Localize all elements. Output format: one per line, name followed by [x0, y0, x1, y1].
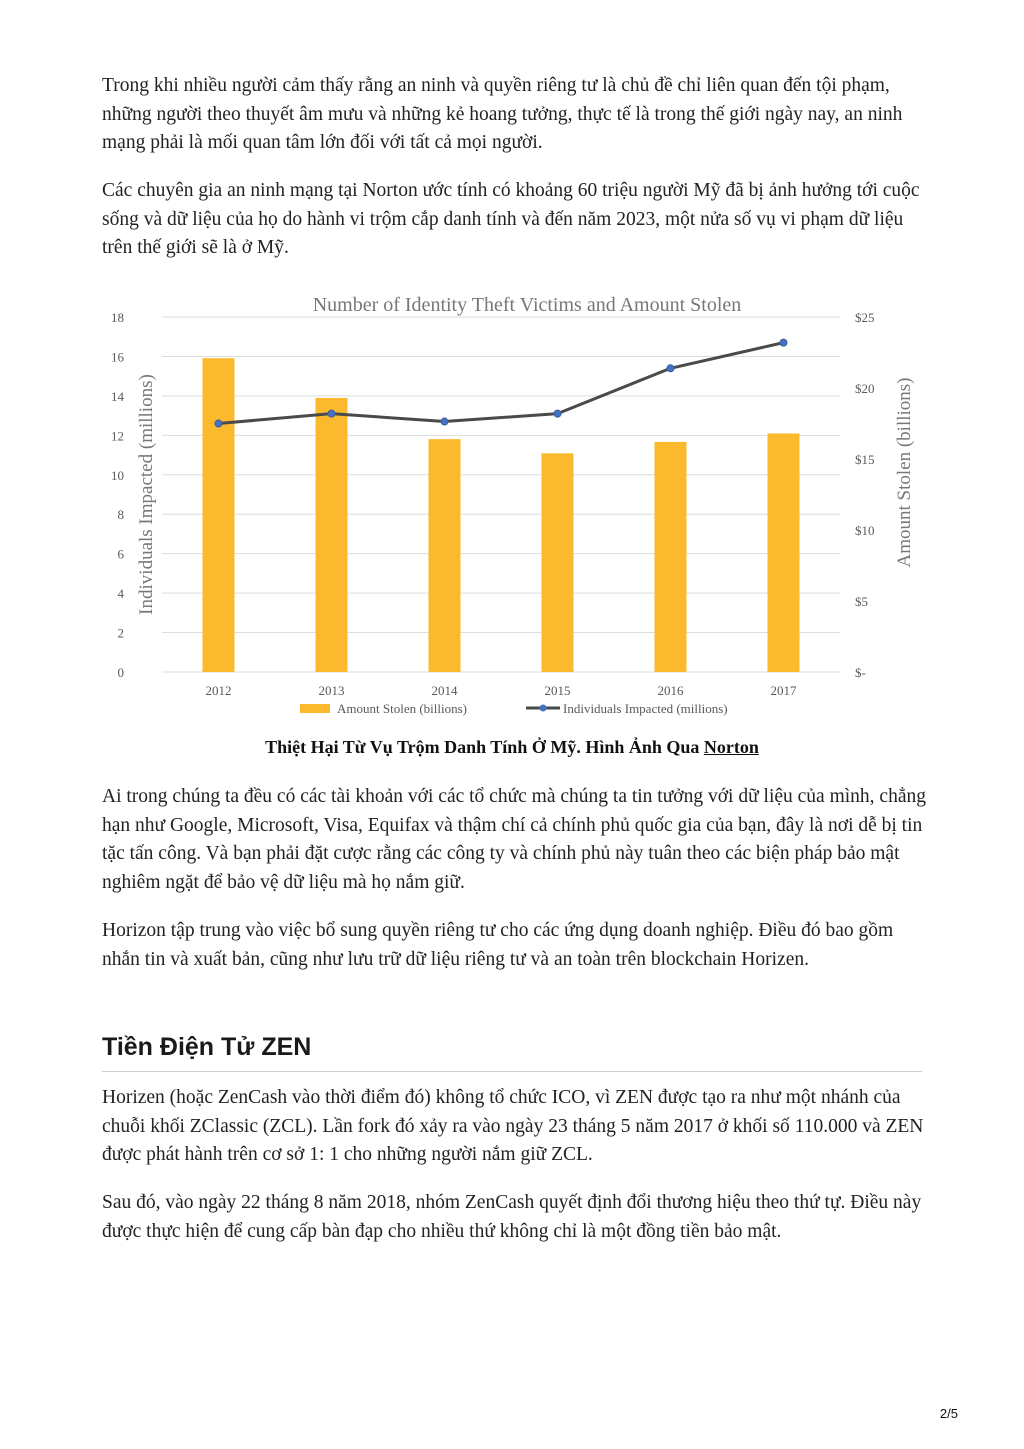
y-left-tick-label: 18 — [111, 310, 124, 325]
y-right-axis-label: Amount Stolen (billions) — [894, 377, 915, 568]
y-right-tick-label: $10 — [855, 523, 875, 538]
y-left-tick-label: 14 — [111, 388, 124, 404]
paragraph-horizen-fork: Horizen (hoặc ZenCash vào thời điểm đó) không tổ chức ICO, vì ZEN được tạo ra như một nhánh của chuỗi khối ZClassic (ZCL). Lần fork đó xảy ra vào ngày 23 tháng 5 năm 2017 ở khối số 110.000 và ZEN được phát hành trên cơ sở 1: 1 cho những người nắm giữ ZCL. — [102, 1087, 924, 1165]
paragraph-norton-estimate: Các chuyên gia an ninh mạng tại Norton ước tính có khoảng 60 triệu người Mỹ đã bị ảnh hưởng tới cuộc sống và dữ liệu của họ do hành vi trộm cắp danh tính và đến năm 2023, một nửa số vụ vi phạm dữ liệu trên thế giới sẽ là ở Mỹ. — [102, 180, 920, 258]
y-left-tick-label: 16 — [111, 349, 124, 365]
point-individuals-2014 — [441, 418, 448, 425]
page-number: 2/5 — [939, 1406, 958, 1421]
section-heading: Tiền Điện Tử ZEN — [102, 1033, 312, 1061]
line-individuals-impacted — [219, 343, 784, 424]
y-right-tick-label: $20 — [855, 381, 875, 396]
paragraph-intro: Trong khi nhiều người cảm thấy rằng an ninh và quyền riêng tư là chủ đề chỉ liên quan đến tội phạm, những người theo thuyết âm mưu và những kẻ hoang tưởng, thực tế là trong thế giới ngày nay, an ninh mạng phải là mối quan tâm lớn đối với tất cả mọi người. — [102, 75, 903, 153]
y-left-tick-label: 12 — [111, 428, 124, 444]
bar-amount-stolen-2014 — [429, 439, 461, 672]
point-individuals-2016 — [667, 365, 674, 372]
y-right-tick-label: $25 — [855, 310, 875, 325]
legend-swatch-amount-stolen — [300, 704, 330, 713]
y-right-tick-label: $5 — [855, 594, 868, 609]
bar-amount-stolen-2013 — [316, 398, 348, 672]
x-tick-label: 2014 — [431, 683, 458, 698]
point-individuals-2013 — [328, 410, 335, 417]
caption-text: Thiệt Hại Từ Vụ Trộm Danh Tính Ở Mỹ. Hình Ảnh Qua — [265, 737, 704, 757]
legend-swatch-individuals-marker — [540, 705, 547, 712]
y-left-tick-label: 4 — [117, 586, 124, 602]
y-left-tick-label: 10 — [111, 467, 124, 483]
x-tick-label: 2015 — [544, 683, 571, 698]
x-tick-label: 2016 — [657, 683, 684, 698]
paragraph-rebrand: Sau đó, vào ngày 22 tháng 8 năm 2018, nhóm ZenCash quyết định đổi thương hiệu theo thứ tự. Điều này được thực hiện để cung cấp bàn đạp cho nhiều thứ không chỉ là một đồng tiền bảo mật. — [102, 1192, 922, 1242]
paragraph-accounts: Ai trong chúng ta đều có các tài khoản với các tổ chức mà chúng ta tin tưởng với dữ liệu của mình, chẳng hạn như Google, Microsoft, Visa, Equifax và thậm chí cả chính phủ quốc gia của bạn, đây là nơi dễ bị tin tặc tấn công. Và bạn phải đặt cược rằng các công ty và chính phủ này tuân theo các biện pháp bảo mật nghiêm ngặt để bảo vệ dữ liệu mà họ nắm giữ. — [102, 786, 926, 893]
y-left-tick-label: 2 — [117, 625, 124, 641]
chart-title: Number of Identity Theft Victims and Amount Stolen — [312, 294, 742, 316]
bar-amount-stolen-2015 — [542, 453, 574, 672]
heading-divider — [102, 1071, 922, 1072]
bar-amount-stolen-2012 — [203, 358, 235, 672]
legend-label-amount-stolen: Amount Stolen (billions) — [337, 701, 467, 716]
paragraph-horizon-focus: Horizon tập trung vào việc bổ sung quyền riêng tư cho các ứng dụng doanh nghiệp. Điều đó bao gồm nhắn tin và xuất bản, cũng như lưu trữ dữ liệu riêng tư và an toàn trên blockchain Horizen. — [102, 920, 894, 970]
y-left-tick-label: 6 — [117, 546, 124, 562]
point-individuals-2015 — [554, 410, 561, 417]
chart-caption — [0, 737, 1024, 758]
point-individuals-2017 — [780, 339, 787, 346]
identity-theft-chart — [100, 285, 930, 720]
bar-amount-stolen-2017 — [768, 433, 800, 672]
y-right-tick-label: $- — [855, 665, 866, 680]
legend-label-individuals: Individuals Impacted (millions) — [563, 701, 728, 716]
bar-amount-stolen-2016 — [655, 442, 687, 672]
y-left-tick-label: 8 — [117, 507, 124, 523]
y-right-tick-label: $15 — [855, 452, 875, 467]
x-tick-label: 2012 — [205, 683, 232, 698]
norton-link[interactable]: Norton — [703, 737, 759, 757]
x-tick-label: 2017 — [770, 683, 797, 698]
x-tick-label: 2013 — [318, 683, 345, 698]
y-left-tick-label: 0 — [117, 665, 124, 680]
point-individuals-2012 — [215, 420, 222, 427]
y-left-axis-label: Individuals Impacted (millions) — [136, 374, 157, 615]
